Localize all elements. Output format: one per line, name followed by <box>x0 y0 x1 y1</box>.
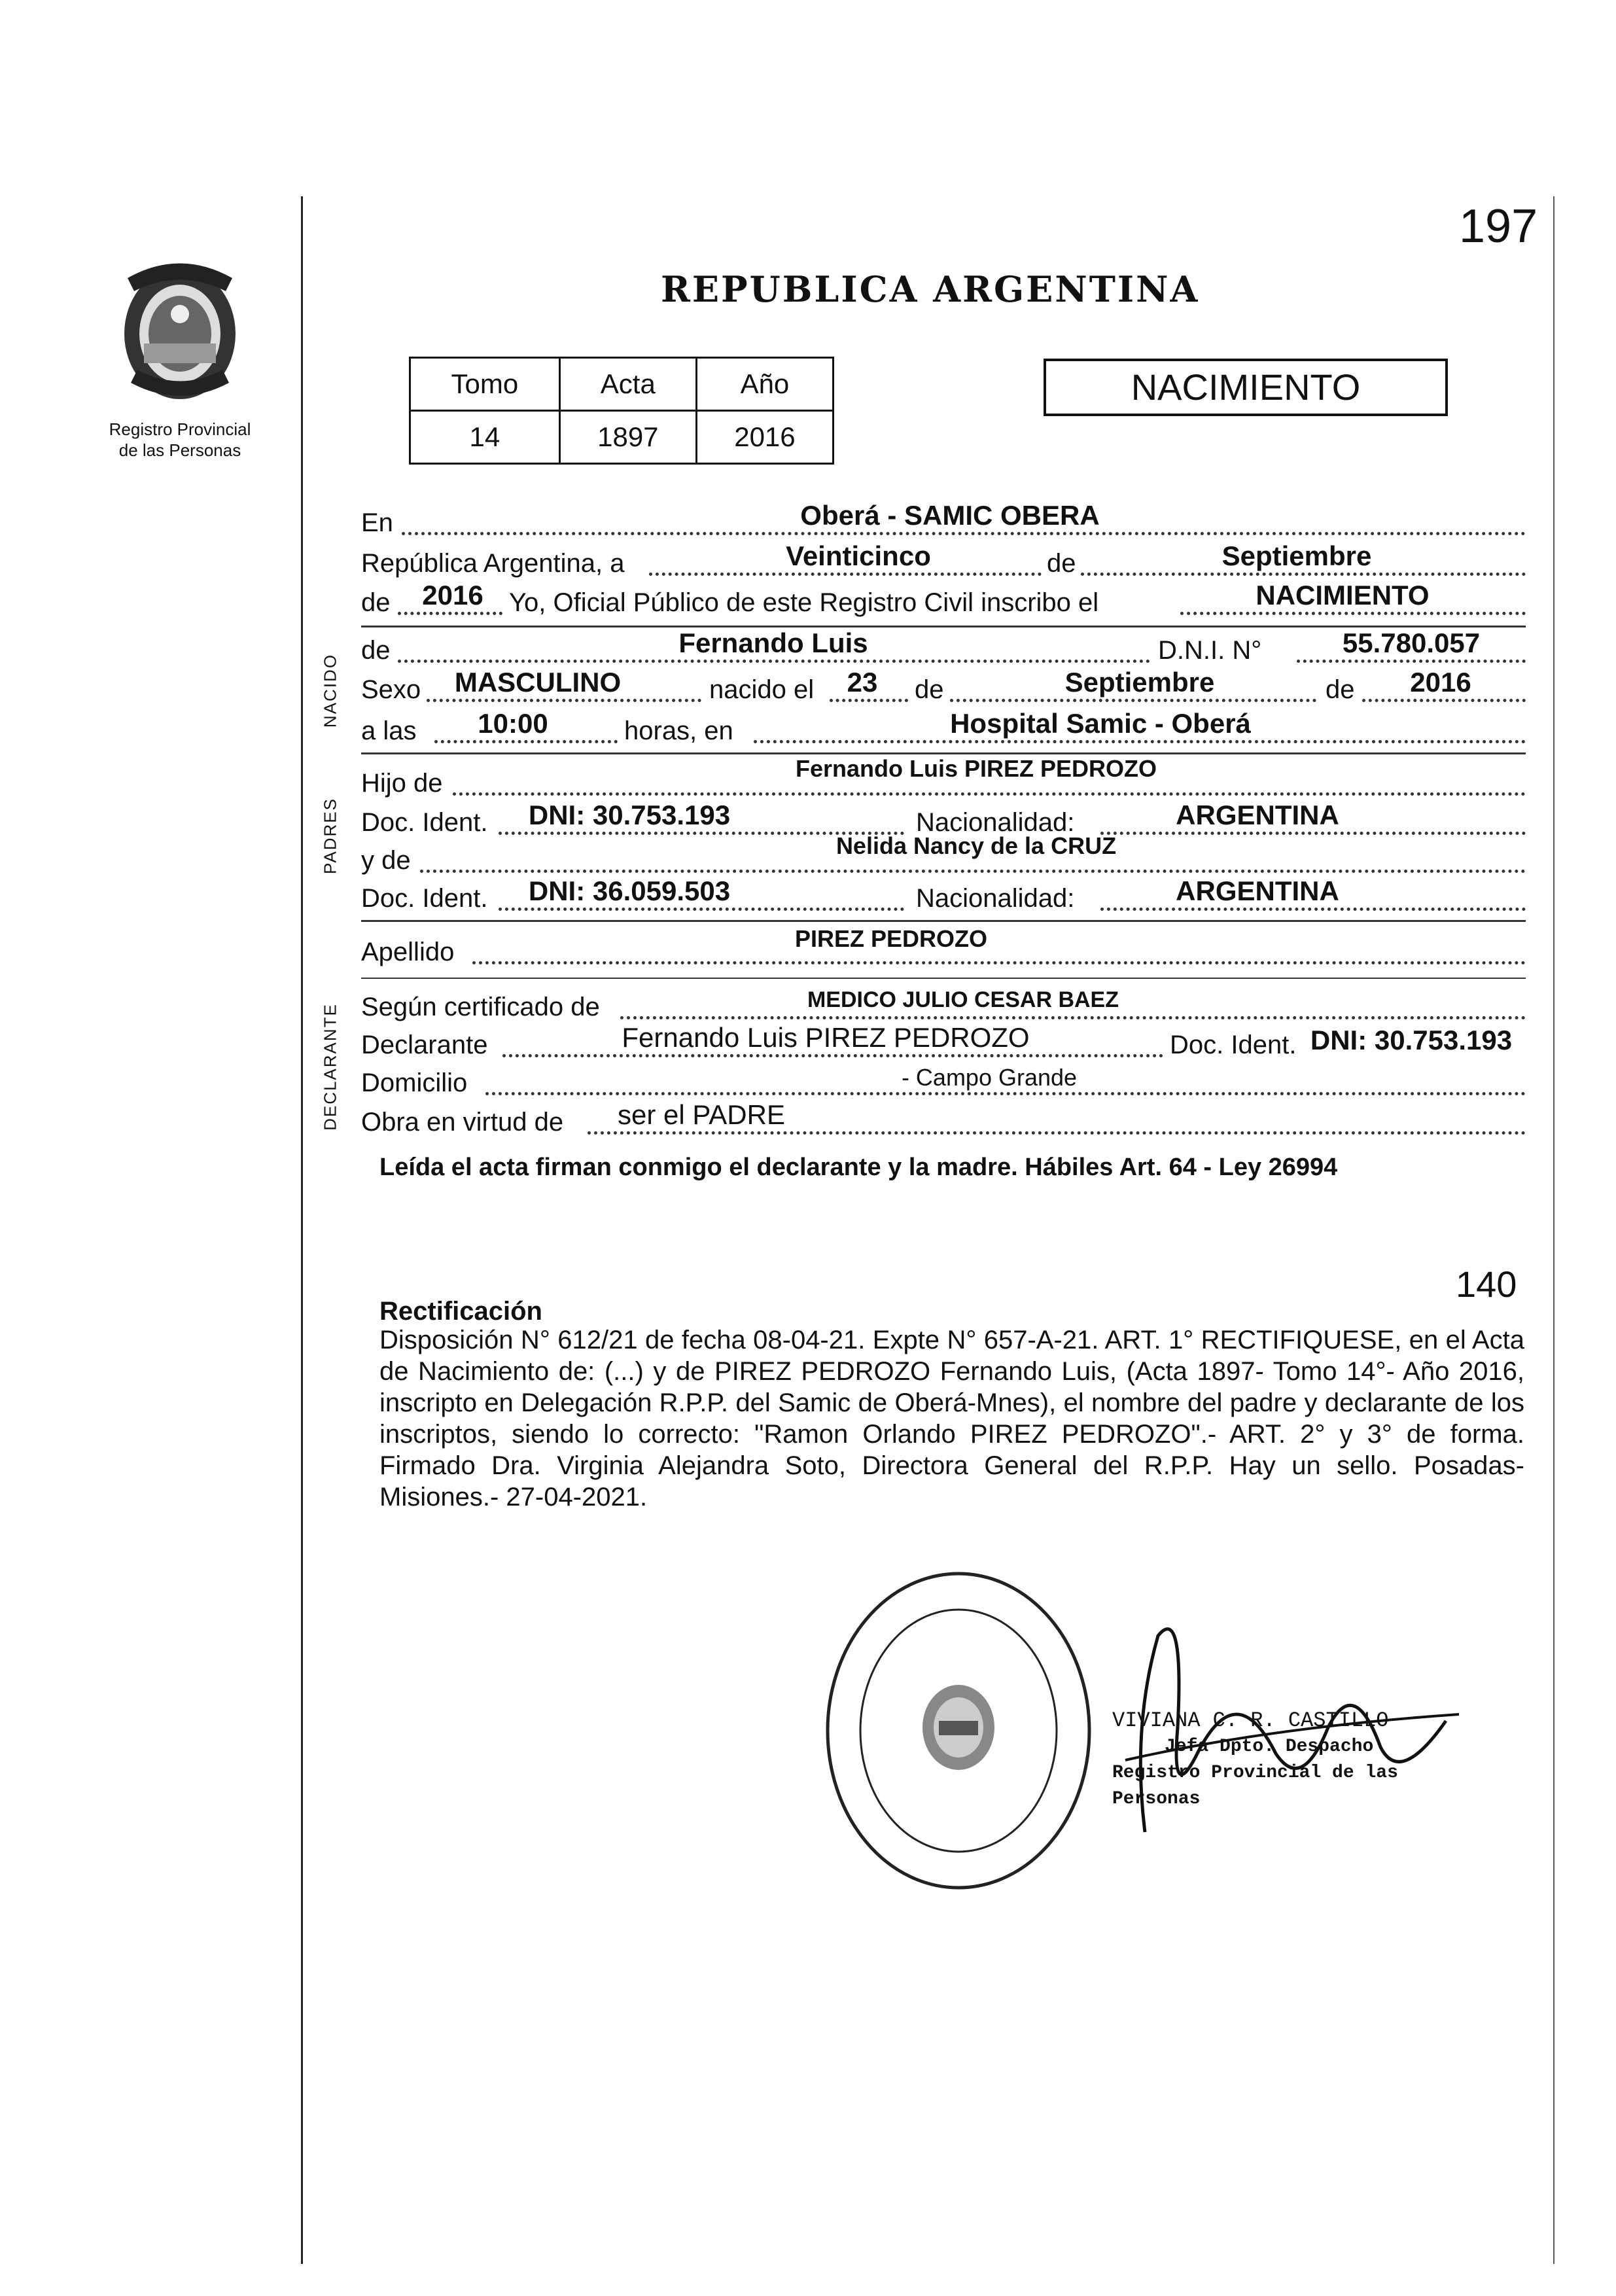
padre-value: Fernando Luis PIREZ PEDROZO <box>795 755 1157 782</box>
madre-value: Nelida Nancy de la CRUZ <box>835 832 1117 859</box>
apellido-value: PIREZ PEDROZO <box>794 925 988 952</box>
section-label-padres: PADRES <box>320 798 340 874</box>
registry-name: Registro Provincial de las Personas <box>109 419 251 460</box>
signer-role: Jefa Dpto. Despacho <box>1165 1737 1374 1757</box>
header-anio: Año <box>696 358 833 411</box>
row-padre: Hijo de Fernando Luis PIREZ PEDROZO <box>361 764 1526 801</box>
rectificacion-title: Rectificación <box>379 1297 542 1326</box>
mes-value: Septiembre <box>1221 540 1372 571</box>
rectificacion-text: Disposición N° 612/21 de fecha 08-04-21. Expte N° 657-A-21. ART. 1° RECTIFIQUESE, en el Acta de Nacimiento de: (...) y de PIREZ PEDROZO Fernando Luis, (Acta 1897- Tomo 14°- Año 2016, inscripto en Delegación R.P.P. del Samic de Oberá-Mnes), el nombre del padre y declarante de los inscriptos, siendo lo correcto: "Ramon Orlando PIREZ PEDROZO".- ART. 2° y 3° de forma. Firmado Dra. Virginia Alejandra Soto, Directora General del R.P.P. Hay un sello. Posadas- Misiones.- 27-04-2021. <box>379 1326 1524 1511</box>
dia-nac-value: 23 <box>847 667 878 698</box>
row-madre: y de Nelida Nancy de la CRUZ <box>361 841 1526 878</box>
section-label-declarante: DECLARANTE <box>320 1003 340 1131</box>
divider-padres <box>361 920 1526 922</box>
medico-value: MEDICO JULIO CESAR BAEZ <box>807 987 1119 1012</box>
row-hora: a las 10:00 horas, en Hospital Samic - Oberá <box>361 712 1526 749</box>
row-nombre: de Fernando Luis D.N.I. N° 55.780.057 <box>361 631 1526 668</box>
sexo-value: MASCULINO <box>454 667 622 698</box>
madre-nac-value: ARGENTINA <box>1176 875 1339 906</box>
row-sexo: Sexo MASCULINO nacido el 23 de Septiembre de 2016 <box>361 671 1526 707</box>
row-anio-yo: de 2016 Yo, Oficial Público de este Registro Civil inscribo el NACIMIENTO <box>361 584 1526 620</box>
padre-nac-value: ARGENTINA <box>1176 800 1339 830</box>
row-apellido: Apellido PIREZ PEDROZO <box>361 933 1526 970</box>
hora-value: 10:00 <box>478 708 548 739</box>
header-acta: Acta <box>559 358 696 411</box>
right-margin-line <box>1553 196 1555 2264</box>
section-label-nacido: NACIDO <box>320 653 340 728</box>
value-acta: 1897 <box>559 411 696 464</box>
page-title: REPUBLICA ARGENTINA <box>661 268 1200 310</box>
signer-org: Registro Provincial de las Personas <box>1112 1763 1398 1809</box>
madre-doc-value: DNI: 36.059.503 <box>528 875 731 906</box>
page-number: 197 <box>1459 200 1538 253</box>
row-en: En Oberá - SAMIC OBERA <box>361 504 1526 540</box>
anio-nac-value: 2016 <box>1410 667 1471 698</box>
declarante-doc-value: DNI: 30.753.193 <box>1310 1025 1513 1055</box>
dia-value: Veinticinco <box>786 540 931 571</box>
dni-value: 55.780.057 <box>1342 627 1481 658</box>
domicilio-value: - Campo Grande <box>901 1064 1078 1091</box>
padre-doc-value: DNI: 30.753.193 <box>528 800 731 830</box>
declarante-value: Fernando Luis PIREZ PEDROZO <box>622 1022 1030 1053</box>
secondary-page-number: 140 <box>1456 1263 1517 1305</box>
nombre-value: Fernando Luis <box>678 627 868 658</box>
signature-block <box>1112 1708 1452 1812</box>
record-table <box>409 357 834 465</box>
mes-nac-value: Septiembre <box>1064 667 1215 698</box>
value-anio: 2016 <box>696 411 833 464</box>
row-declarante: Declarante Fernando Luis PIREZ PEDROZO Doc. Ident. DNI: 30.753.193 <box>361 1026 1526 1063</box>
acto-value: NACIMIENTO <box>1256 580 1430 610</box>
official-seal <box>821 1567 1096 1894</box>
divider-apellido <box>361 978 1526 979</box>
header-tomo: Tomo <box>410 358 560 411</box>
signer-name: VIVIANA C. R. CASTILLO <box>1112 1708 1389 1733</box>
closing-text: Leída el acta firman conmigo el declarante y la madre. Hábiles Art. 64 - Ley 26994 <box>379 1154 1338 1181</box>
lugar-value: Oberá - SAMIC OBERA <box>800 500 1100 531</box>
row-padre-doc: Doc. Ident. DNI: 30.753.193 Nacionalidad: ARGENTINA <box>361 804 1526 840</box>
province-emblem <box>105 252 255 409</box>
row-segun: Según certificado de MEDICO JULIO CESAR BAEZ <box>361 988 1526 1025</box>
value-tomo: 14 <box>410 411 560 464</box>
divider-nacido <box>361 752 1526 754</box>
lugar-nac-value: Hospital Samic - Oberá <box>950 708 1251 739</box>
obra-value: ser el PADRE <box>618 1099 785 1130</box>
anio-value: 2016 <box>422 580 483 610</box>
record-type-box: NACIMIENTO <box>1044 359 1448 416</box>
left-margin-line <box>301 196 303 2264</box>
row-madre-doc: Doc. Ident. DNI: 36.059.503 Nacionalidad: ARGENTINA <box>361 879 1526 916</box>
row-republica: República Argentina, a Veinticinco de Septiembre <box>361 544 1526 581</box>
row-obra: Obra en virtud de ser el PADRE <box>361 1103 1526 1140</box>
row-domicilio: Domicilio - Campo Grande <box>361 1064 1526 1101</box>
